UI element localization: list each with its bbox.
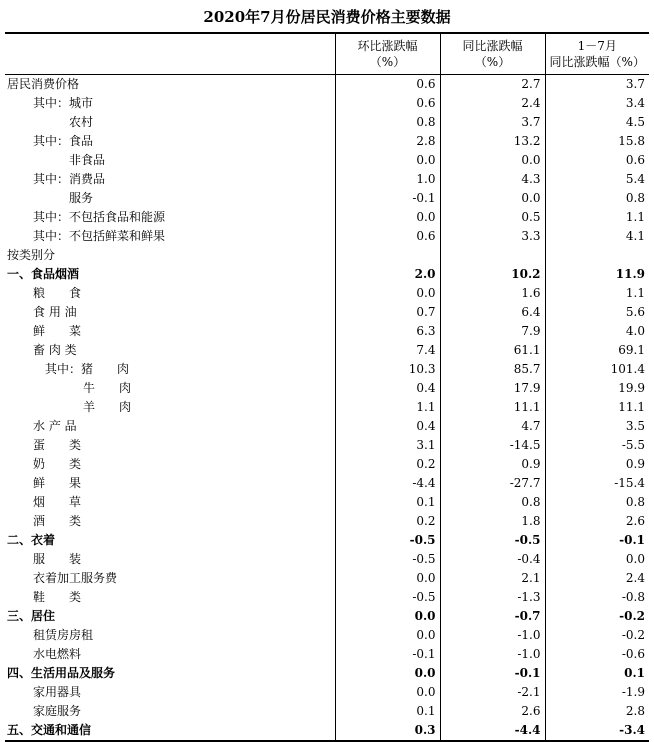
row-ytd-value: 4.5 [545, 113, 649, 132]
row-yoy-value: 11.1 [440, 398, 545, 417]
row-ytd-value: 0.8 [545, 493, 649, 512]
row-mom-value: 0.0 [335, 664, 440, 683]
row-mom-value: 0.4 [335, 379, 440, 398]
table-row [5, 246, 649, 265]
table-row [5, 75, 649, 95]
row-ytd-value: 15.8 [545, 132, 649, 151]
row-mom-value: 6.3 [335, 322, 440, 341]
row-label-cell [5, 360, 335, 379]
row-label: 蛋 类 [33, 438, 82, 452]
table-row [5, 702, 649, 721]
row-label: 畜 肉 类 [33, 343, 77, 357]
row-mom-value: 3.1 [335, 436, 440, 455]
row-label: 家用器具 [33, 685, 82, 699]
table-row [5, 531, 649, 550]
row-label-cell [5, 398, 335, 417]
row-label-cell [5, 379, 335, 398]
row-ytd-value: 101.4 [545, 360, 649, 379]
table-row [5, 664, 649, 683]
row-label: 其中：不包括食品和能源 [33, 210, 166, 224]
row-label-cell [5, 322, 335, 341]
row-label-cell [5, 75, 335, 95]
row-label-cell [5, 417, 335, 436]
row-ytd-value: 2.8 [545, 702, 649, 721]
row-label-cell [5, 550, 335, 569]
table-row [5, 398, 649, 417]
row-label-cell [5, 113, 335, 132]
row-ytd-value [545, 246, 649, 265]
table-row [5, 588, 649, 607]
table-row [5, 569, 649, 588]
row-ytd-value: 0.8 [545, 189, 649, 208]
row-label: 酒 类 [33, 514, 82, 528]
row-label-cell [5, 493, 335, 512]
row-yoy-value: 0.8 [440, 493, 545, 512]
row-yoy-value: 3.3 [440, 227, 545, 246]
row-ytd-value: 5.6 [545, 303, 649, 322]
row-mom-value: -0.5 [335, 531, 440, 550]
row-label: 牛 肉 [83, 381, 132, 395]
table-row [5, 455, 649, 474]
row-label-cell [5, 246, 335, 265]
row-mom-value: -0.1 [335, 189, 440, 208]
row-mom-value: -4.4 [335, 474, 440, 493]
row-yoy-value: 17.9 [440, 379, 545, 398]
row-mom-value: 0.6 [335, 75, 440, 95]
row-ytd-value: 69.1 [545, 341, 649, 360]
row-label: 粮 食 [33, 286, 82, 300]
row-yoy-value: -0.7 [440, 607, 545, 626]
table-row [5, 683, 649, 702]
row-label-cell [5, 531, 335, 550]
row-yoy-value: -0.4 [440, 550, 545, 569]
row-label-cell [5, 94, 335, 113]
row-ytd-value: 0.9 [545, 455, 649, 474]
row-label: 其中：消费品 [33, 172, 106, 186]
row-yoy-value: 0.5 [440, 208, 545, 227]
row-label: 三、居住 [7, 609, 56, 623]
table-row [5, 417, 649, 436]
row-label: 居民消费价格 [7, 77, 80, 91]
row-ytd-value: 19.9 [545, 379, 649, 398]
table-row [5, 113, 649, 132]
row-label: 按类别分 [7, 248, 56, 262]
row-label-cell [5, 265, 335, 284]
row-label: 水电燃料 [33, 647, 82, 661]
row-label-cell [5, 208, 335, 227]
row-label-cell [5, 683, 335, 702]
row-mom-value: 0.0 [335, 208, 440, 227]
row-ytd-value: 11.9 [545, 265, 649, 284]
row-yoy-value: 0.0 [440, 151, 545, 170]
row-mom-value: -0.1 [335, 645, 440, 664]
row-mom-value: 0.2 [335, 455, 440, 474]
table-row [5, 626, 649, 645]
row-mom-value: 0.0 [335, 607, 440, 626]
row-yoy-value: -0.5 [440, 531, 545, 550]
row-label: 奶 类 [33, 457, 82, 471]
row-label-cell [5, 455, 335, 474]
row-ytd-value: 1.1 [545, 284, 649, 303]
row-label: 衣着加工服务费 [33, 571, 118, 585]
row-label: 鞋 类 [33, 590, 82, 604]
row-ytd-value: -1.9 [545, 683, 649, 702]
table-row [5, 341, 649, 360]
row-label: 烟 草 [33, 495, 82, 509]
row-label: 鲜 果 [33, 476, 82, 490]
row-label-cell [5, 569, 335, 588]
row-label: 鲜 菜 [33, 324, 82, 338]
row-yoy-value: -4.4 [440, 721, 545, 741]
row-label-cell [5, 227, 335, 246]
row-label-cell [5, 284, 335, 303]
row-mom-value: 1.0 [335, 170, 440, 189]
row-ytd-value: -5.5 [545, 436, 649, 455]
row-label-cell [5, 702, 335, 721]
row-mom-value: 0.6 [335, 227, 440, 246]
table-row [5, 493, 649, 512]
row-label-cell [5, 607, 335, 626]
row-yoy-value: -1.0 [440, 626, 545, 645]
row-yoy-value: 10.2 [440, 265, 545, 284]
row-mom-value: 2.0 [335, 265, 440, 284]
row-label-cell [5, 189, 335, 208]
table-row [5, 322, 649, 341]
row-label-cell [5, 170, 335, 189]
row-ytd-value: -0.2 [545, 626, 649, 645]
row-yoy-value: 2.1 [440, 569, 545, 588]
table-row [5, 132, 649, 151]
header-ytd-line1: 1－7月 [577, 39, 617, 53]
row-ytd-value: 2.6 [545, 512, 649, 531]
row-mom-value: 0.3 [335, 721, 440, 741]
row-yoy-value: 1.8 [440, 512, 545, 531]
row-yoy-value: 2.7 [440, 75, 545, 95]
row-mom-value: 0.2 [335, 512, 440, 531]
cpi-data-table [5, 32, 649, 742]
row-label-cell [5, 132, 335, 151]
row-yoy-value: 61.1 [440, 341, 545, 360]
header-yoy-line1: 同比涨跌幅 [462, 39, 523, 53]
row-mom-value: 0.0 [335, 626, 440, 645]
table-body [5, 75, 649, 742]
table-row [5, 607, 649, 626]
table-row [5, 303, 649, 322]
row-label: 其中：城市 [33, 96, 94, 110]
row-mom-value: 0.0 [335, 284, 440, 303]
page-title: 2020年7月份居民消费价格主要数据 [203, 8, 451, 26]
table-header-row [5, 33, 649, 75]
row-yoy-value: 1.6 [440, 284, 545, 303]
row-label: 租赁房房租 [33, 628, 94, 642]
row-mom-value [335, 246, 440, 265]
row-label-cell [5, 588, 335, 607]
header-yoy [440, 33, 545, 75]
row-ytd-value: -0.6 [545, 645, 649, 664]
row-mom-value: 0.6 [335, 94, 440, 113]
row-label: 其中：不包括鲜菜和鲜果 [33, 229, 166, 243]
row-ytd-value: 3.7 [545, 75, 649, 95]
header-mom-line1: 环比涨跌幅 [357, 39, 418, 53]
row-mom-value: 7.4 [335, 341, 440, 360]
row-label: 水 产 品 [33, 419, 77, 433]
header-yoy-line2: （%） [474, 55, 511, 69]
row-ytd-value: 2.4 [545, 569, 649, 588]
table-row [5, 474, 649, 493]
row-yoy-value: 0.9 [440, 455, 545, 474]
row-yoy-value: -1.0 [440, 645, 545, 664]
row-label-cell [5, 436, 335, 455]
row-yoy-value: 13.2 [440, 132, 545, 151]
table-row [5, 512, 649, 531]
row-ytd-value: -3.4 [545, 721, 649, 741]
row-label-cell [5, 626, 335, 645]
row-ytd-value: -0.8 [545, 588, 649, 607]
row-ytd-value: 1.1 [545, 208, 649, 227]
row-yoy-value: -1.3 [440, 588, 545, 607]
row-ytd-value: -0.1 [545, 531, 649, 550]
row-yoy-value: -0.1 [440, 664, 545, 683]
table-row [5, 360, 649, 379]
row-ytd-value: 3.4 [545, 94, 649, 113]
row-label-cell [5, 303, 335, 322]
header-ytd [545, 33, 649, 75]
row-mom-value: 0.4 [335, 417, 440, 436]
row-label-cell [5, 721, 335, 741]
row-yoy-value: 0.0 [440, 189, 545, 208]
table-row [5, 645, 649, 664]
row-mom-value: 0.0 [335, 683, 440, 702]
row-label-cell [5, 512, 335, 531]
table-row [5, 265, 649, 284]
row-label: 家庭服务 [33, 704, 82, 718]
row-mom-value: 1.1 [335, 398, 440, 417]
row-mom-value: 10.3 [335, 360, 440, 379]
row-label: 其中：猪 肉 [45, 362, 130, 376]
row-label: 二、衣着 [7, 533, 56, 547]
row-label: 食 用 油 [33, 305, 77, 319]
row-label: 其中：食品 [33, 134, 94, 148]
row-mom-value: 0.1 [335, 702, 440, 721]
row-label: 农村 [69, 115, 94, 129]
row-label: 服务 [69, 191, 94, 205]
row-label-cell [5, 151, 335, 170]
row-label-cell [5, 474, 335, 493]
header-item [5, 33, 335, 75]
row-yoy-value: 2.6 [440, 702, 545, 721]
table-row [5, 189, 649, 208]
row-yoy-value: -14.5 [440, 436, 545, 455]
row-ytd-value: 4.1 [545, 227, 649, 246]
row-ytd-value: 0.0 [545, 550, 649, 569]
row-yoy-value: 4.7 [440, 417, 545, 436]
row-ytd-value: 0.1 [545, 664, 649, 683]
row-label-cell [5, 645, 335, 664]
header-mom [335, 33, 440, 75]
row-ytd-value: 0.6 [545, 151, 649, 170]
row-label-cell [5, 664, 335, 683]
table-row [5, 170, 649, 189]
row-yoy-value: 4.3 [440, 170, 545, 189]
table-row [5, 284, 649, 303]
table-row [5, 550, 649, 569]
row-yoy-value: 85.7 [440, 360, 545, 379]
row-yoy-value: 2.4 [440, 94, 545, 113]
row-mom-value: -0.5 [335, 550, 440, 569]
row-label-cell [5, 341, 335, 360]
table-row [5, 379, 649, 398]
row-ytd-value: 3.5 [545, 417, 649, 436]
row-mom-value: 0.7 [335, 303, 440, 322]
row-mom-value: 0.0 [335, 151, 440, 170]
table-row [5, 721, 649, 741]
row-ytd-value: 11.1 [545, 398, 649, 417]
table-row [5, 94, 649, 113]
row-ytd-value: 4.0 [545, 322, 649, 341]
row-label: 羊 肉 [83, 400, 132, 414]
table-row [5, 227, 649, 246]
row-label: 服 装 [33, 552, 82, 566]
row-ytd-value: 5.4 [545, 170, 649, 189]
header-mom-line2: （%） [369, 55, 406, 69]
row-label: 五、交通和通信 [7, 723, 92, 737]
row-yoy-value: 6.4 [440, 303, 545, 322]
row-mom-value: 0.8 [335, 113, 440, 132]
row-label: 四、生活用品及服务 [7, 666, 116, 680]
table-row [5, 208, 649, 227]
row-mom-value: 2.8 [335, 132, 440, 151]
row-ytd-value: -15.4 [545, 474, 649, 493]
row-yoy-value: 7.9 [440, 322, 545, 341]
row-label: 一、食品烟酒 [7, 267, 80, 281]
table-row [5, 151, 649, 170]
row-yoy-value: -27.7 [440, 474, 545, 493]
row-label: 非食品 [69, 153, 106, 167]
row-yoy-value [440, 246, 545, 265]
row-mom-value: 0.1 [335, 493, 440, 512]
row-mom-value: -0.5 [335, 588, 440, 607]
row-yoy-value: -2.1 [440, 683, 545, 702]
row-mom-value: 0.0 [335, 569, 440, 588]
header-ytd-line2: 同比涨跌幅（%） [549, 55, 645, 69]
row-ytd-value: -0.2 [545, 607, 649, 626]
row-yoy-value: 3.7 [440, 113, 545, 132]
table-row [5, 436, 649, 455]
